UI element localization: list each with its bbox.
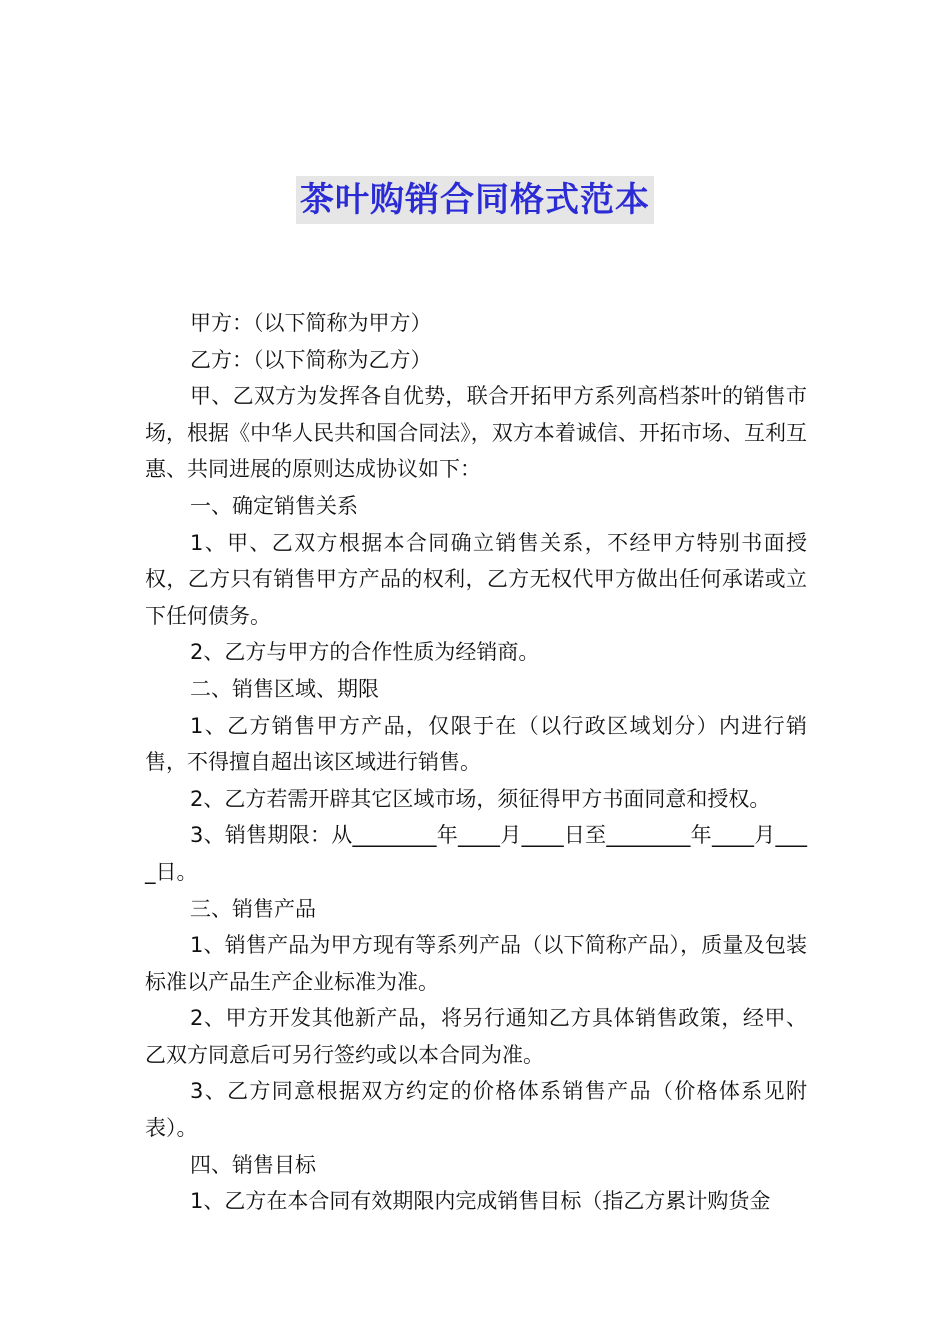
clause-3-2: 2、甲方开发其他新产品，将另行通知乙方具体销售政策，经甲、乙双方同意后可另行签约或以本合同为准。 <box>145 1006 807 1067</box>
clause-3-1: 1、销售产品为甲方现有等系列产品（以下简称产品），质量及包装标准以产品生产企业标准为准。 <box>145 933 807 994</box>
party-b-line: 乙方：（以下简称为乙方） <box>190 347 432 372</box>
section-heading-1: 一、确定销售关系 <box>190 493 358 518</box>
clause-1-2: 2、乙方与甲方的合作性质为经销商。 <box>190 640 540 665</box>
section-heading-3: 三、销售产品 <box>190 896 316 921</box>
clause-2-2: 2、乙方若需开辟其它区域市场，须征得甲方书面同意和授权。 <box>190 786 771 811</box>
clause-4-1: 1、乙方在本合同有效期限内完成销售目标（指乙方累计购货金 <box>190 1189 771 1214</box>
document-title: 茶叶购销合同格式范本 <box>296 176 654 224</box>
preamble-paragraph: 甲、乙双方为发挥各自优势，联合开拓甲方系列高档茶叶的销售市场，根据《中华人民共和国合同法》，双方本着诚信、开拓市场、互利互惠、共同进展的原则达成协议如下： <box>145 384 807 482</box>
clause-1-1: 1、甲、乙双方根据本合同确立销售关系，不经甲方特别书面授权，乙方只有销售甲方产品的权利，乙方无权代甲方做出任何承诺或立下任何债务。 <box>145 530 807 628</box>
section-heading-4: 四、销售目标 <box>190 1152 316 1177</box>
clause-2-3: 3、销售期限：从________年____月____日至________年____月____日。 <box>145 823 807 884</box>
section-heading-2: 二、销售区域、期限 <box>190 676 379 701</box>
clause-3-3: 3、乙方同意根据双方约定的价格体系销售产品（价格体系见附表）。 <box>145 1079 807 1141</box>
title-container <box>0 176 950 224</box>
party-a-line: 甲方：（以下简称为甲方） <box>190 311 432 335</box>
clause-2-1: 1、乙方销售甲方产品，仅限于在（以行政区域划分）内进行销售，不得擅自超出该区域进行销售。 <box>145 713 807 775</box>
document-body <box>145 305 807 1220</box>
